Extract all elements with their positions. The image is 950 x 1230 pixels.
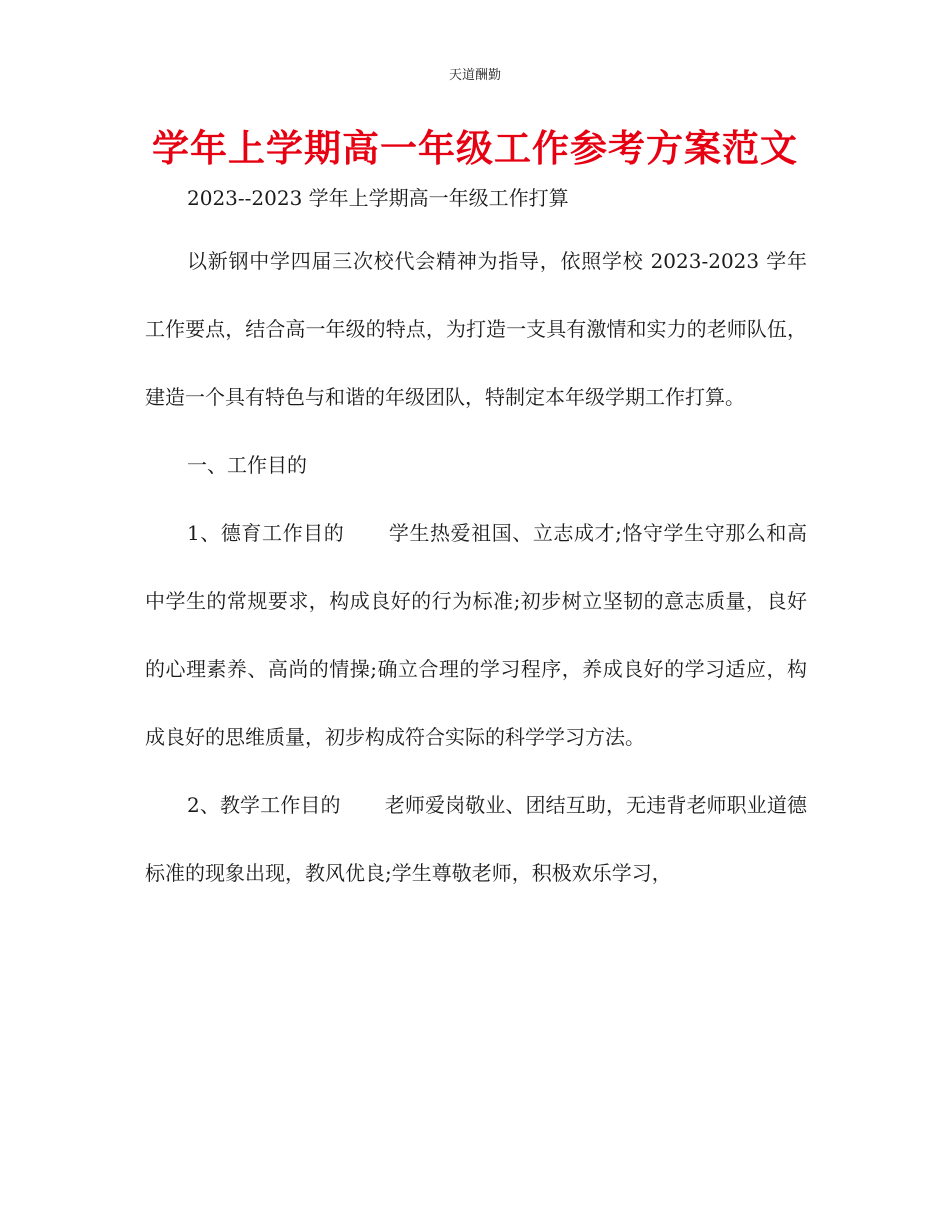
document-body [145, 227, 807, 907]
item-text-teaching: 老师爱岗敬业、团结互助，无违背老师职业道德标准的现象出现，教风优良;学生尊敬老师，积极欢乐学习， [145, 793, 808, 885]
paragraph-teaching-goals [145, 771, 807, 907]
document-title: 学年上学期高一年级工作参考方案范文 [152, 127, 798, 170]
item-heading-teaching: 2、教学工作目的 [187, 793, 341, 817]
document-subtitle: 2023--2023 学年上学期高一年级工作打算 [187, 186, 569, 210]
paragraph-intro: 以新钢中学四届三次校代会精神为指导，依照学校 2023-2023 学年工作要点，结合高一年级的特点，为打造一支具有激情和实力的老师队伍，建造一个具有特色与和谐的年级团队，特制定本年级学期工作打算。 [145, 249, 807, 409]
item-text-moral: 学生热爱祖国、立志成才;恪守学生守那么和高中学生的常规要求，构成良好的行为标准;初步树立坚韧的意志质量，良好的心理素养、高尚的情操;确立合理的学习程序，养成良好的学习适应，构成良好的思维质量，初步构成符合实际的科学学习方法。 [145, 521, 807, 749]
section-heading-goals: 一、工作目的 [187, 453, 307, 477]
paragraph-moral-goals [145, 499, 807, 771]
item-heading-moral: 1、德育工作目的 [187, 521, 345, 545]
header-mark: 天道酬勤 [448, 68, 501, 83]
